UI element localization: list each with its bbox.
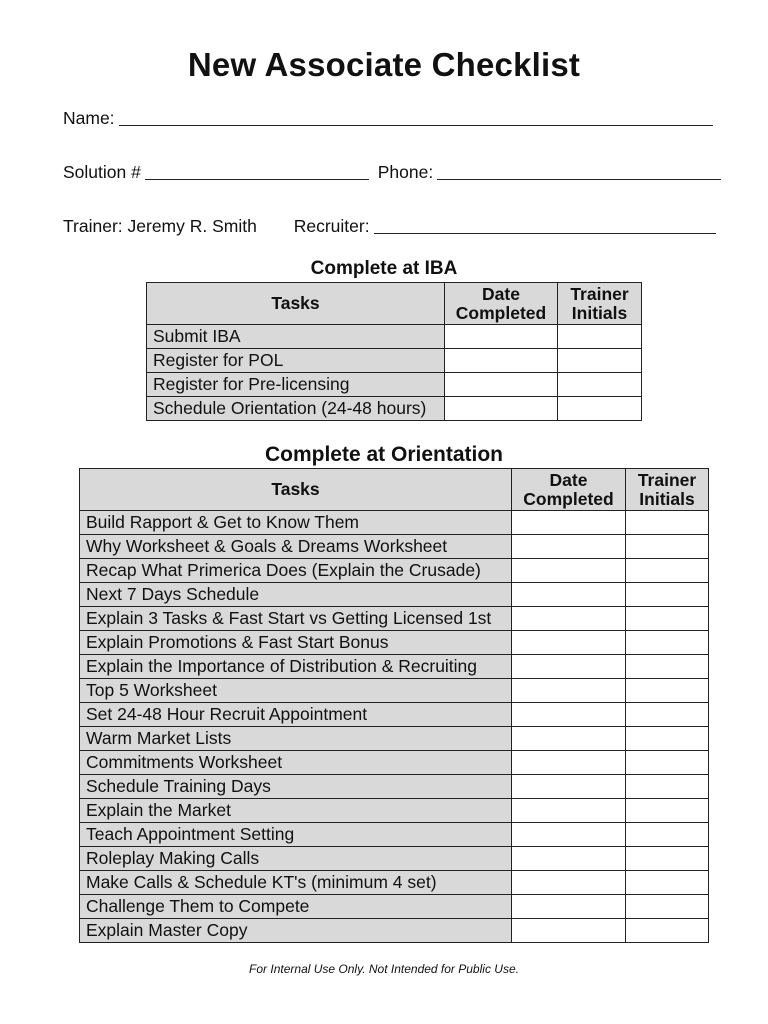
name-label: Name:	[63, 108, 115, 128]
orientation-task-label: Warm Market Lists	[80, 727, 512, 751]
orientation-task-label: Explain 3 Tasks & Fast Start vs Getting Licensed 1st	[80, 607, 512, 631]
orientation-date-cell[interactable]	[512, 583, 626, 607]
orientation-date-cell[interactable]	[512, 871, 626, 895]
orientation-date-cell[interactable]	[512, 631, 626, 655]
orientation-task-label: Roleplay Making Calls	[80, 847, 512, 871]
orientation-task-label: Recap What Primerica Does (Explain the Crusade)	[80, 559, 512, 583]
table-row	[80, 871, 709, 895]
orientation-initials-cell[interactable]	[626, 799, 709, 823]
orientation-initials-cell[interactable]	[626, 775, 709, 799]
orientation-initials-cell[interactable]	[626, 727, 709, 751]
table-row	[80, 823, 709, 847]
orientation-task-label: Explain the Market	[80, 799, 512, 823]
table-row	[147, 373, 642, 397]
iba-initials-cell[interactable]	[558, 397, 642, 421]
orientation-date-cell[interactable]	[512, 919, 626, 943]
table-row	[80, 511, 709, 535]
orientation-date-cell[interactable]	[512, 607, 626, 631]
trainer-recruiter-row	[63, 216, 716, 237]
table-row	[80, 703, 709, 727]
orientation-date-cell[interactable]	[512, 775, 626, 799]
solution-blank[interactable]	[145, 178, 369, 180]
orientation-date-cell[interactable]	[512, 751, 626, 775]
orientation-date-cell[interactable]	[512, 703, 626, 727]
table-row	[80, 895, 709, 919]
orientation-task-label: Challenge Them to Compete	[80, 895, 512, 919]
phone-blank[interactable]	[437, 178, 721, 180]
table-row	[80, 607, 709, 631]
orientation-date-cell[interactable]	[512, 895, 626, 919]
orientation-date-cell[interactable]	[512, 559, 626, 583]
orientation-task-label: Explain Master Copy	[80, 919, 512, 943]
orientation-initials-cell[interactable]	[626, 871, 709, 895]
orientation-header-initials: Trainer Initials	[626, 469, 709, 511]
orientation-initials-cell[interactable]	[626, 535, 709, 559]
orientation-initials-cell[interactable]	[626, 751, 709, 775]
iba-header-initials: Trainer Initials	[558, 283, 642, 325]
orientation-initials-cell[interactable]	[626, 823, 709, 847]
orientation-task-label: Make Calls & Schedule KT's (minimum 4 set)	[80, 871, 512, 895]
orientation-initials-cell[interactable]	[626, 631, 709, 655]
orientation-header-row	[80, 469, 709, 511]
table-row	[147, 325, 642, 349]
table-row	[80, 559, 709, 583]
iba-date-cell[interactable]	[445, 325, 558, 349]
orientation-task-label: Top 5 Worksheet	[80, 679, 512, 703]
table-row	[80, 727, 709, 751]
orientation-initials-cell[interactable]	[626, 655, 709, 679]
orientation-date-cell[interactable]	[512, 655, 626, 679]
orientation-date-cell[interactable]	[512, 679, 626, 703]
iba-task-label: Register for POL	[147, 349, 445, 373]
orientation-table	[79, 468, 709, 943]
recruiter-blank[interactable]	[374, 232, 716, 234]
orientation-date-cell[interactable]	[512, 847, 626, 871]
orientation-initials-cell[interactable]	[626, 559, 709, 583]
solution-label: Solution #	[63, 162, 141, 182]
orientation-initials-cell[interactable]	[626, 511, 709, 535]
name-field	[63, 108, 713, 129]
orientation-task-label: Set 24-48 Hour Recruit Appointment	[80, 703, 512, 727]
iba-initials-cell[interactable]	[558, 373, 642, 397]
page-title: New Associate Checklist	[187, 46, 581, 83]
table-row	[80, 751, 709, 775]
orientation-task-label: Schedule Training Days	[80, 775, 512, 799]
table-row	[80, 799, 709, 823]
trainer-label: Trainer: Jeremy R. Smith	[63, 216, 257, 236]
iba-header-date: Date Completed	[445, 283, 558, 325]
iba-table	[146, 282, 642, 421]
table-row	[80, 631, 709, 655]
orientation-task-label: Commitments Worksheet	[80, 751, 512, 775]
phone-label: Phone:	[377, 162, 434, 182]
orientation-initials-cell[interactable]	[626, 703, 709, 727]
orientation-heading: Complete at Orientation	[264, 443, 504, 466]
iba-header-tasks: Tasks	[147, 283, 445, 325]
table-row	[147, 349, 642, 373]
orientation-date-cell[interactable]	[512, 535, 626, 559]
iba-initials-cell[interactable]	[558, 325, 642, 349]
orientation-initials-cell[interactable]	[626, 847, 709, 871]
table-row	[80, 775, 709, 799]
orientation-task-label: Explain Promotions & Fast Start Bonus	[80, 631, 512, 655]
iba-date-cell[interactable]	[445, 373, 558, 397]
orientation-initials-cell[interactable]	[626, 895, 709, 919]
orientation-header-tasks: Tasks	[80, 469, 512, 511]
orientation-date-cell[interactable]	[512, 511, 626, 535]
orientation-task-label: Build Rapport & Get to Know Them	[80, 511, 512, 535]
table-row	[80, 655, 709, 679]
table-row	[80, 583, 709, 607]
table-row	[80, 535, 709, 559]
orientation-date-cell[interactable]	[512, 727, 626, 751]
recruiter-label: Recruiter:	[293, 216, 370, 236]
iba-date-cell[interactable]	[445, 349, 558, 373]
footer-note: For Internal Use Only. Not Intended for Public Use.	[249, 962, 519, 976]
orientation-initials-cell[interactable]	[626, 583, 709, 607]
table-row	[147, 397, 642, 421]
orientation-initials-cell[interactable]	[626, 607, 709, 631]
orientation-date-cell[interactable]	[512, 823, 626, 847]
orientation-initials-cell[interactable]	[626, 919, 709, 943]
iba-task-label: Schedule Orientation (24-48 hours)	[147, 397, 445, 421]
iba-heading: Complete at IBA	[310, 258, 458, 279]
orientation-task-label: Explain the Importance of Distribution & Recruiting	[80, 655, 512, 679]
iba-header-row	[147, 283, 642, 325]
iba-date-cell[interactable]	[445, 397, 558, 421]
orientation-header-date: Date Completed	[512, 469, 626, 511]
iba-initials-cell[interactable]	[558, 349, 642, 373]
table-row	[80, 847, 709, 871]
name-blank[interactable]	[119, 124, 713, 126]
solution-phone-row	[63, 162, 721, 183]
orientation-task-label: Teach Appointment Setting	[80, 823, 512, 847]
table-row	[80, 679, 709, 703]
orientation-date-cell[interactable]	[512, 799, 626, 823]
table-row	[80, 919, 709, 943]
iba-task-label: Submit IBA	[147, 325, 445, 349]
orientation-task-label: Next 7 Days Schedule	[80, 583, 512, 607]
orientation-initials-cell[interactable]	[626, 679, 709, 703]
orientation-task-label: Why Worksheet & Goals & Dreams Worksheet	[80, 535, 512, 559]
iba-task-label: Register for Pre-licensing	[147, 373, 445, 397]
